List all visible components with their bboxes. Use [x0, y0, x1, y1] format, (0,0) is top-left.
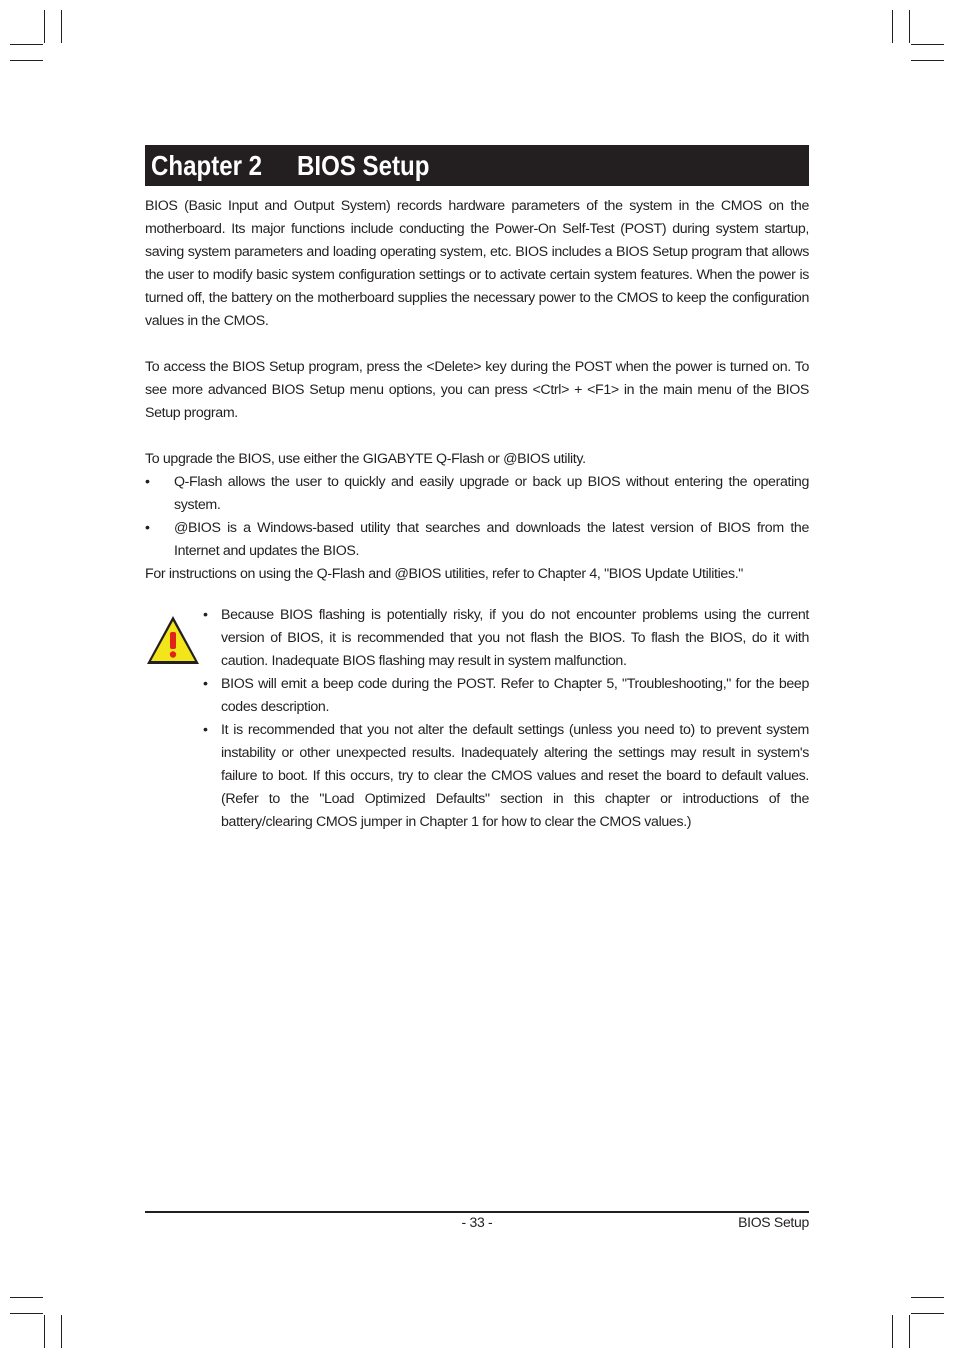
crop-mark — [911, 60, 944, 61]
list-item — [203, 719, 809, 834]
bullet-dot: • — [203, 676, 208, 692]
chapter-number: Chapter 2 — [151, 150, 263, 181]
page-number: - 33 - — [461, 1214, 493, 1230]
bullet-dot: • — [145, 474, 150, 490]
crop-mark — [911, 1297, 944, 1298]
chapter-header — [145, 145, 809, 186]
crop-mark — [10, 1297, 43, 1298]
upgrade-section — [145, 448, 809, 586]
bullet-dot: • — [203, 722, 208, 738]
warning-notes — [203, 604, 809, 834]
crop-mark — [61, 10, 62, 43]
crop-mark — [10, 1313, 43, 1314]
access-text: To access the BIOS Setup program, press the <Delete> key during the POST when the power is turned on. To see more advanced BIOS Setup menu options, you can press <Ctrl> + <F1> in the main menu of the BIOS Setup program. — [145, 359, 809, 421]
footer-divider — [145, 1211, 809, 1213]
list-item-text: Because BIOS flashing is potentially risky, if you do not encounter problems using the current version of BIOS, it is recommended that you not flash the BIOS. To flash the BIOS, do it with caution. Inadequate BIOS flashing may result in system malfunction. — [221, 607, 809, 669]
warning-list — [203, 604, 809, 834]
crop-mark — [909, 10, 910, 43]
footer-section-title: BIOS Setup — [738, 1214, 809, 1230]
intro-text: BIOS (Basic Input and Output System) records hardware parameters of the system in the CMOS on the motherboard. Its major functions include conducting the Power-On Self-Test (POST) during system startup, saving system parameters and loading operating system, etc. BIOS includes a BIOS Setup program that allows the user to modify basic system configuration settings or to activate certain system features. When the power is turned off, the battery on the motherboard supplies the necessary power to the CMOS to keep the configuration values in the CMOS. — [145, 198, 809, 329]
upgrade-closing: For instructions on using the Q-Flash and @BIOS utilities, refer to Chapter 4, "BIOS Update Utilities." — [145, 566, 743, 582]
crop-mark — [44, 1315, 45, 1348]
bullet-dot: • — [203, 607, 208, 623]
list-item — [145, 517, 809, 563]
list-item — [203, 604, 809, 673]
crop-mark — [61, 1315, 62, 1348]
upgrade-list — [145, 471, 809, 563]
crop-mark — [44, 10, 45, 43]
list-item-text: Q-Flash allows the user to quickly and easily upgrade or back up BIOS without entering the operating system. — [174, 474, 809, 513]
access-paragraph — [145, 356, 809, 425]
bullet-dot: • — [145, 520, 150, 536]
crop-mark — [10, 60, 43, 61]
chapter-title: BIOS Setup — [297, 150, 430, 181]
list-item — [203, 673, 809, 719]
crop-mark — [911, 1313, 944, 1314]
crop-mark — [892, 10, 893, 43]
crop-mark — [892, 1315, 893, 1348]
warning-triangle-icon — [145, 614, 201, 666]
crop-mark — [909, 1315, 910, 1348]
list-item-text: @BIOS is a Windows-based utility that searches and downloads the latest version of BIOS from the Internet and updates the BIOS. — [174, 520, 809, 559]
crop-mark — [10, 44, 43, 45]
list-item-text: It is recommended that you not alter the default settings (unless you need to) to prevent system instability or other unexpected results. Inadequately altering the settings may result in system's failure to boot. If this occurs, try to clear the CMOS values and reset the board to default values. (Refer to the "Load Optimized Defaults" section in this chapter or introductions of the battery/clearing CMOS jumper in Chapter 1 for how to clear the CMOS values.) — [221, 722, 809, 830]
intro-paragraph — [145, 195, 809, 333]
list-item-text: BIOS will emit a beep code during the POST. Refer to Chapter 5, "Troubleshooting," for the beep codes description. — [221, 676, 809, 715]
upgrade-lead: To upgrade the BIOS, use either the GIGABYTE Q-Flash or @BIOS utility. — [145, 451, 586, 467]
list-item — [145, 471, 809, 517]
crop-mark — [911, 44, 944, 45]
